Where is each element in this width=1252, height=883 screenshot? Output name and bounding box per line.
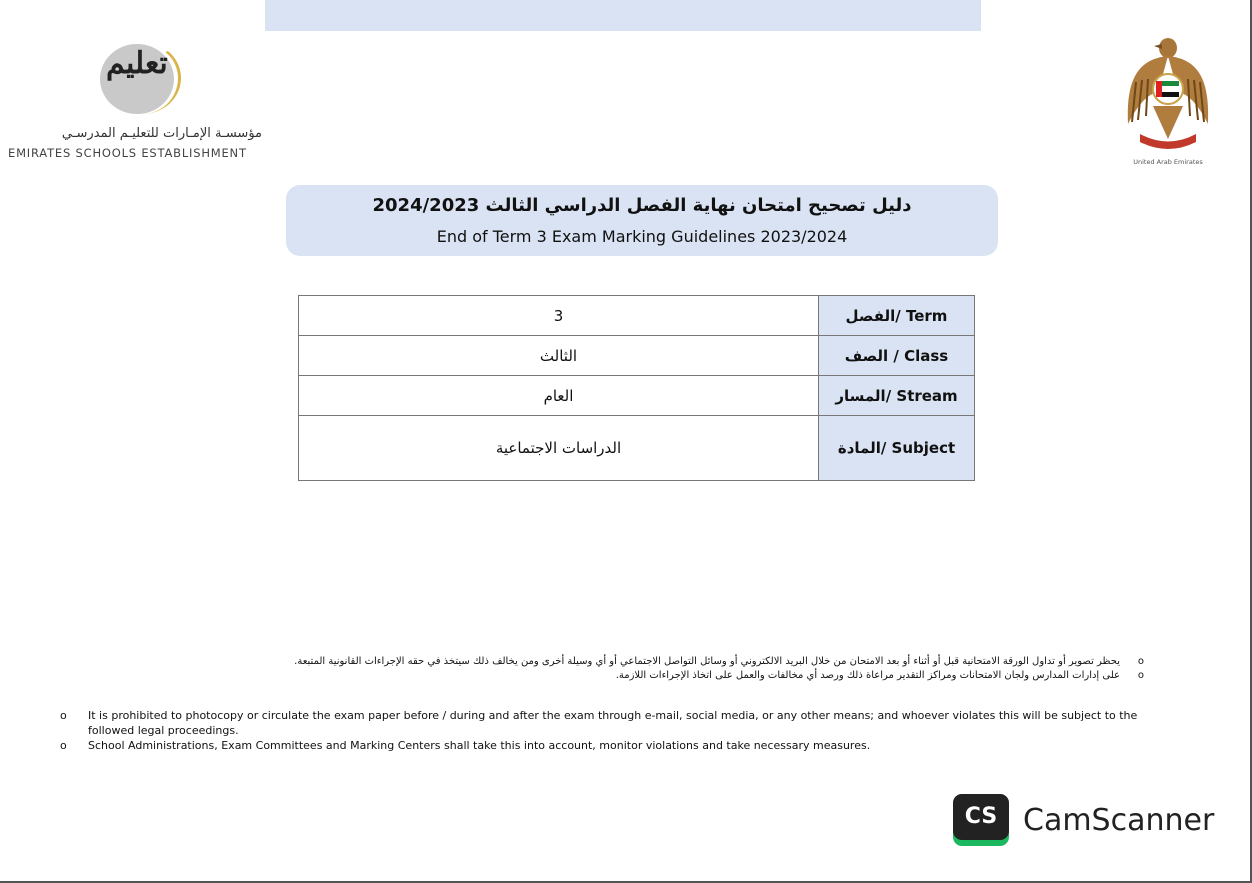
- bullet: o: [1137, 656, 1144, 667]
- list-item: [144, 655, 1144, 669]
- table-row: [299, 336, 975, 376]
- stream-label: المسار/ Stream: [819, 376, 975, 416]
- camscanner-logo-icon: [953, 794, 1009, 846]
- note-ar-text: يحظر تصوير أو تداول الورقة الامتحانية قبل أو أثناء أو بعد الامتحان من خلال البريد الالكتروني أو وسائل التواصل الاجتماعي أو أي وسيلة أخرى ومن يخالف ذلك سيتخذ في حقه الإجراءات القانونية المتبعة.: [294, 656, 1120, 667]
- class-value: الثالث: [299, 336, 819, 376]
- camscanner-name: CamScanner: [1023, 802, 1215, 838]
- class-label: الصف / Class: [819, 336, 975, 376]
- subject-label: المادة/ Subject: [819, 416, 975, 481]
- list-item: [60, 738, 1160, 753]
- header-band: [265, 0, 981, 31]
- subject-value: الدراسات الاجتماعية: [299, 416, 819, 481]
- uae-emblem: [1118, 34, 1218, 166]
- term-value: 3: [299, 296, 819, 336]
- list-item: [60, 708, 1160, 738]
- term-label: الفصل/ Term: [819, 296, 975, 336]
- camscanner-watermark: [953, 792, 1214, 848]
- logo-script: تعليم: [106, 46, 168, 81]
- cs-badge-text: CS: [953, 794, 1009, 840]
- exam-info-table: [298, 295, 975, 481]
- bullet: o: [60, 709, 67, 722]
- notes-english: [60, 708, 1160, 753]
- org-name-en: EMIRATES SCHOOLS ESTABLISHMENT: [8, 146, 247, 160]
- title-english: End of Term 3 Exam Marking Guidelines 2023/2024: [436, 227, 848, 246]
- bullet: o: [1137, 670, 1144, 681]
- bullet: o: [60, 739, 67, 752]
- note-ar-text: على إدارات المدارس ولجان الامتحانات ومراكز التقدير مراعاة ذلك ورصد أي مخالفات والعمل على اتخاذ الإجراءات اللازمة.: [615, 670, 1120, 681]
- org-name-ar: مؤسسـة الإمـارات للتعليـم المدرسـي: [61, 126, 262, 141]
- emirates-schools-logo: [8, 38, 264, 166]
- falcon-emblem-icon: [1118, 34, 1218, 156]
- title-arabic: دليل تصحيح امتحان نهاية الفصل الدراسي الثالث 2024/2023: [372, 195, 912, 216]
- notes-arabic: [144, 655, 1144, 683]
- table-row: [299, 416, 975, 481]
- list-item: [144, 669, 1144, 683]
- emblem-caption: United Arab Emirates: [1133, 158, 1203, 166]
- table-row: [299, 296, 975, 336]
- stream-value: العام: [299, 376, 819, 416]
- note-en-text: It is prohibited to photocopy or circulate the exam paper before / during and after the exam through e-mail, social media, or any other means; and whoever violates this will be subject to the followed legal proceedings.: [88, 709, 1138, 737]
- note-en-text: School Administrations, Exam Committees and Marking Centers shall take this into account, monitor violations and take necessary measures.: [88, 739, 871, 752]
- title-box: [286, 185, 998, 256]
- table-row: [299, 376, 975, 416]
